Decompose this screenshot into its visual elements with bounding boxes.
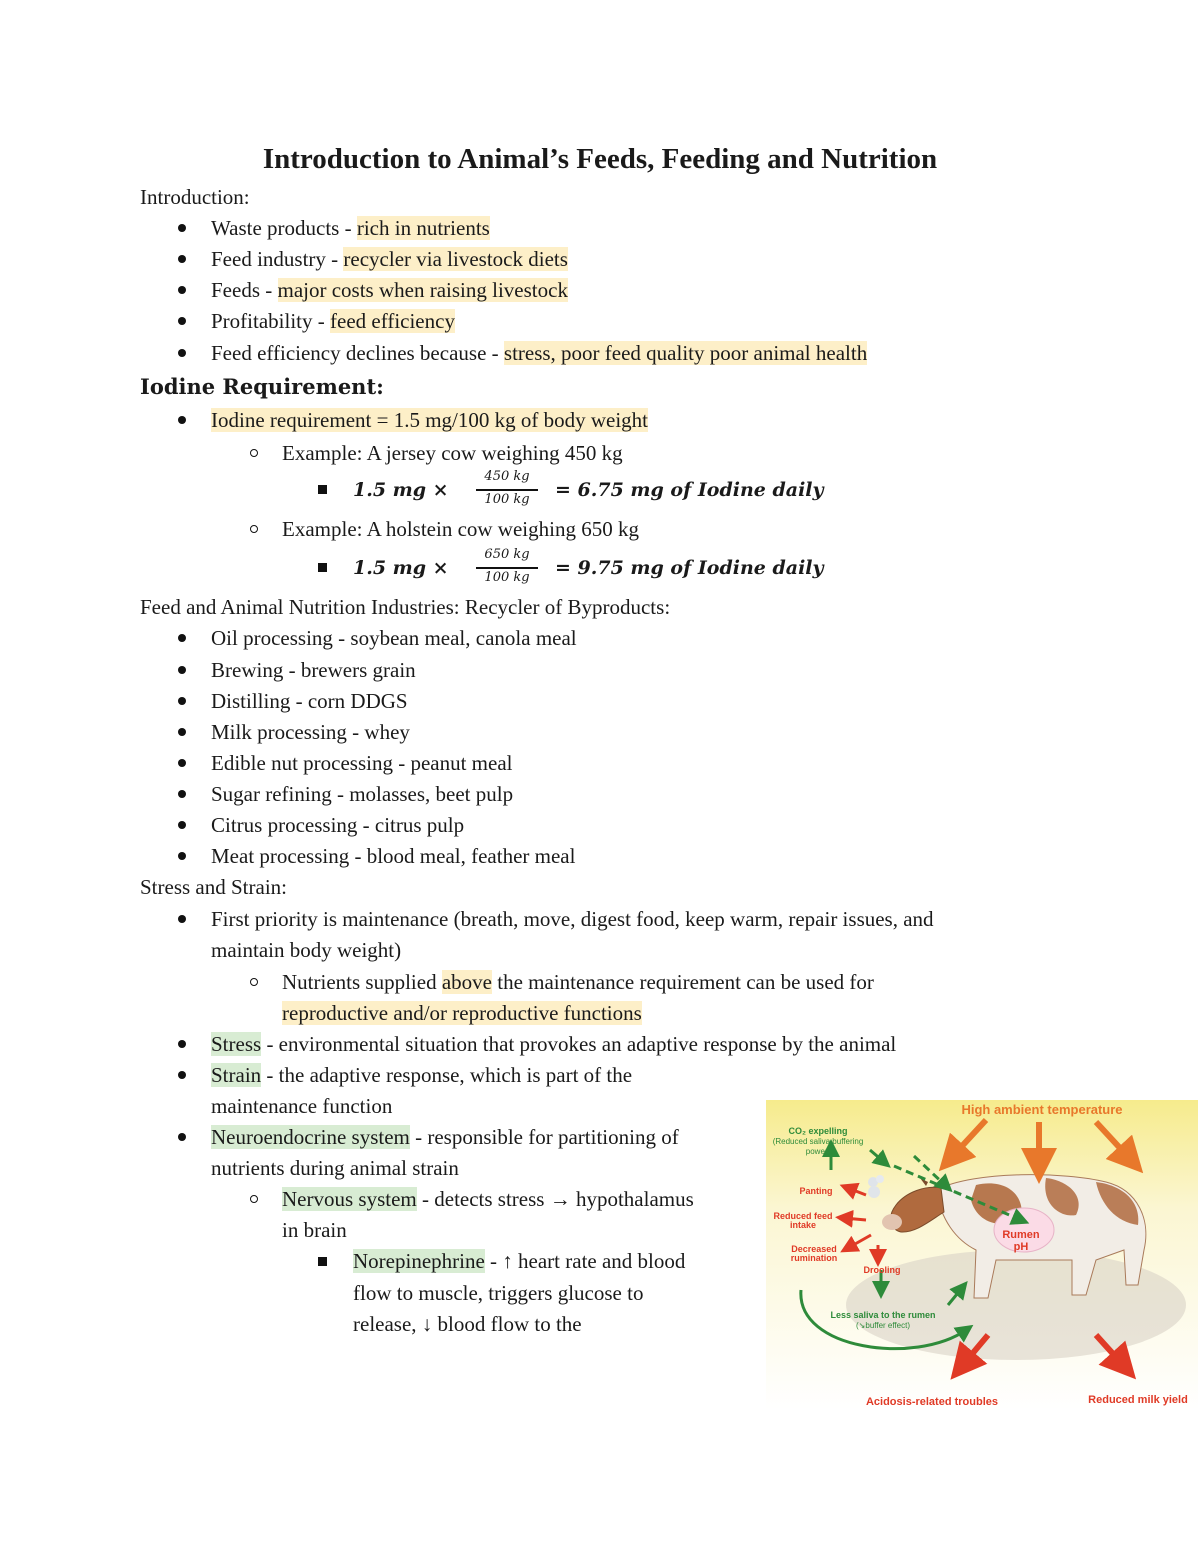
equation-lhs: 1.5 mg ×: [353, 479, 449, 501]
panting-label: Panting: [799, 1186, 833, 1196]
sub-bullet-icon: [250, 525, 258, 533]
list-item: Oil processing - soybean meal, canola meal: [211, 626, 577, 650]
sub-bullet-icon: [250, 1195, 258, 1203]
bullet-icon: [178, 821, 186, 829]
drooling-label: Drooling: [863, 1265, 901, 1275]
bullet-icon: [178, 255, 186, 263]
list-item: Waste products - rich in nutrients: [211, 216, 490, 240]
list-item-cont: maintenance function: [211, 1094, 393, 1118]
milk-yield-label: Reduced milk yield: [1088, 1394, 1188, 1406]
list-item: Distilling - corn DDGS: [211, 689, 408, 713]
bullet-icon: [178, 416, 186, 424]
equation-rhs: = 6.75 mg of Iodine daily: [555, 479, 824, 501]
list-item: Meat processing - blood meal, feather meal: [211, 844, 576, 868]
example-text: Example: A holstein cow weighing 650 kg: [282, 517, 639, 541]
heat-stress-diagram: [766, 1100, 1198, 1410]
square-bullet-icon: [318, 485, 327, 494]
list-item: Profitability - feed efficiency: [211, 309, 455, 333]
buffer-effect-label: (↘buffer effect): [856, 1321, 910, 1330]
fraction-bar: [476, 567, 538, 569]
bullet-icon: [178, 790, 186, 798]
list-item: Feeds - major costs when raising livestock: [211, 278, 568, 302]
list-item: Edible nut processing - peanut meal: [211, 751, 513, 775]
list-item-cont: release, ↓ blood flow to the: [353, 1312, 582, 1336]
bullet-icon: [178, 349, 186, 357]
rumination-label: Decreased: [791, 1244, 837, 1254]
bullet-icon: [178, 317, 186, 325]
bullet-icon: [178, 666, 186, 674]
byproducts-heading: Feed and Animal Nutrition Industries: Recycler of Byproducts:: [140, 595, 671, 619]
rumen-ph-label: pH: [1013, 1241, 1029, 1253]
list-item: Milk processing - whey: [211, 720, 410, 744]
bullet-icon: [178, 1040, 186, 1048]
heat-stress-figure: [766, 1100, 1198, 1410]
fraction-bar: [476, 489, 538, 491]
square-bullet-icon: [318, 1257, 327, 1266]
list-item: Stress - environmental situation that provokes an adaptive response by the animal: [211, 1032, 897, 1056]
list-item: First priority is maintenance (breath, move, digest food, keep warm, repair issues, and: [211, 907, 934, 931]
list-item: Sugar refining - molasses, beet pulp: [211, 782, 514, 806]
bullet-icon: [178, 852, 186, 860]
fraction-denominator: 100 kg: [484, 492, 530, 507]
list-item: Citrus processing - citrus pulp: [211, 813, 465, 837]
bullet-icon: [178, 759, 186, 767]
example-text: Example: A jersey cow weighing 450 kg: [282, 441, 623, 465]
bullet-icon: [178, 697, 186, 705]
stress-heading: Stress and Strain:: [140, 875, 287, 899]
equation-rhs: = 9.75 mg of Iodine daily: [555, 557, 824, 579]
equation-lhs: 1.5 mg ×: [353, 557, 449, 579]
feed-intake-label: Reduced feed: [773, 1211, 833, 1221]
fraction-numerator: 450 kg: [484, 469, 530, 484]
sub-bullet-icon: [250, 978, 258, 986]
list-item: Strain - the adaptive response, which is part of the: [211, 1063, 633, 1087]
fraction-numerator: 650 kg: [484, 547, 530, 562]
fraction-denominator: 100 kg: [484, 570, 530, 585]
page-title: Introduction to Animal’s Feeds, Feeding and Nutrition: [262, 143, 938, 175]
feed-intake-arrow: [844, 1218, 866, 1220]
feed-intake-label: intake: [789, 1220, 817, 1230]
list-item-cont: maintain body weight): [211, 938, 402, 962]
list-item: Nutrients supplied above the maintenance requirement can be used for: [282, 970, 874, 994]
rumen-label: Rumen: [1002, 1229, 1040, 1241]
list-item: Feed industry - recycler via livestock diets: [211, 247, 568, 271]
list-item: Nervous system - detects stress → hypothalamus: [282, 1187, 694, 1211]
high-temp-label: High ambient temperature: [961, 1102, 1123, 1117]
list-item: Feed efficiency declines because - stress, poor feed quality poor animal health: [211, 341, 868, 365]
bullet-icon: [178, 1133, 186, 1141]
co2-sub-label: (Reduced saliva buffering: [772, 1137, 864, 1146]
bullet-icon: [178, 1071, 186, 1079]
acidosis-label: Acidosis-related troubles: [865, 1396, 999, 1408]
intro-heading: Introduction:: [140, 185, 250, 209]
less-saliva-label: Less saliva to the rumen: [830, 1310, 936, 1320]
bullet-icon: [178, 915, 186, 923]
list-item-cont: reproductive and/or reproductive functions: [282, 1001, 642, 1025]
bullet-icon: [178, 286, 186, 294]
bullet-icon: [178, 634, 186, 642]
list-item: Brewing - brewers grain: [211, 658, 416, 682]
sub-bullet-icon: [250, 449, 258, 457]
co2-sub-label: power): [805, 1147, 831, 1156]
square-bullet-icon: [318, 563, 327, 572]
rumination-label: rumination: [790, 1253, 838, 1263]
list-item-cont: in brain: [282, 1218, 347, 1242]
list-item: Neuroendocrine system - responsible for partitioning of: [211, 1125, 679, 1149]
list-item: Norepinephrine - ↑ heart rate and blood: [353, 1249, 686, 1273]
co2-label: CO₂ expelling: [788, 1126, 848, 1136]
iodine-heading: Iodine Requirement:: [140, 374, 384, 399]
list-item-cont: flow to muscle, triggers glucose to: [353, 1281, 644, 1305]
bullet-icon: [178, 728, 186, 736]
iodine-requirement: Iodine requirement = 1.5 mg/100 kg of body weight: [211, 408, 649, 432]
list-item-cont: nutrients during animal strain: [211, 1156, 459, 1180]
bullet-icon: [178, 224, 186, 232]
